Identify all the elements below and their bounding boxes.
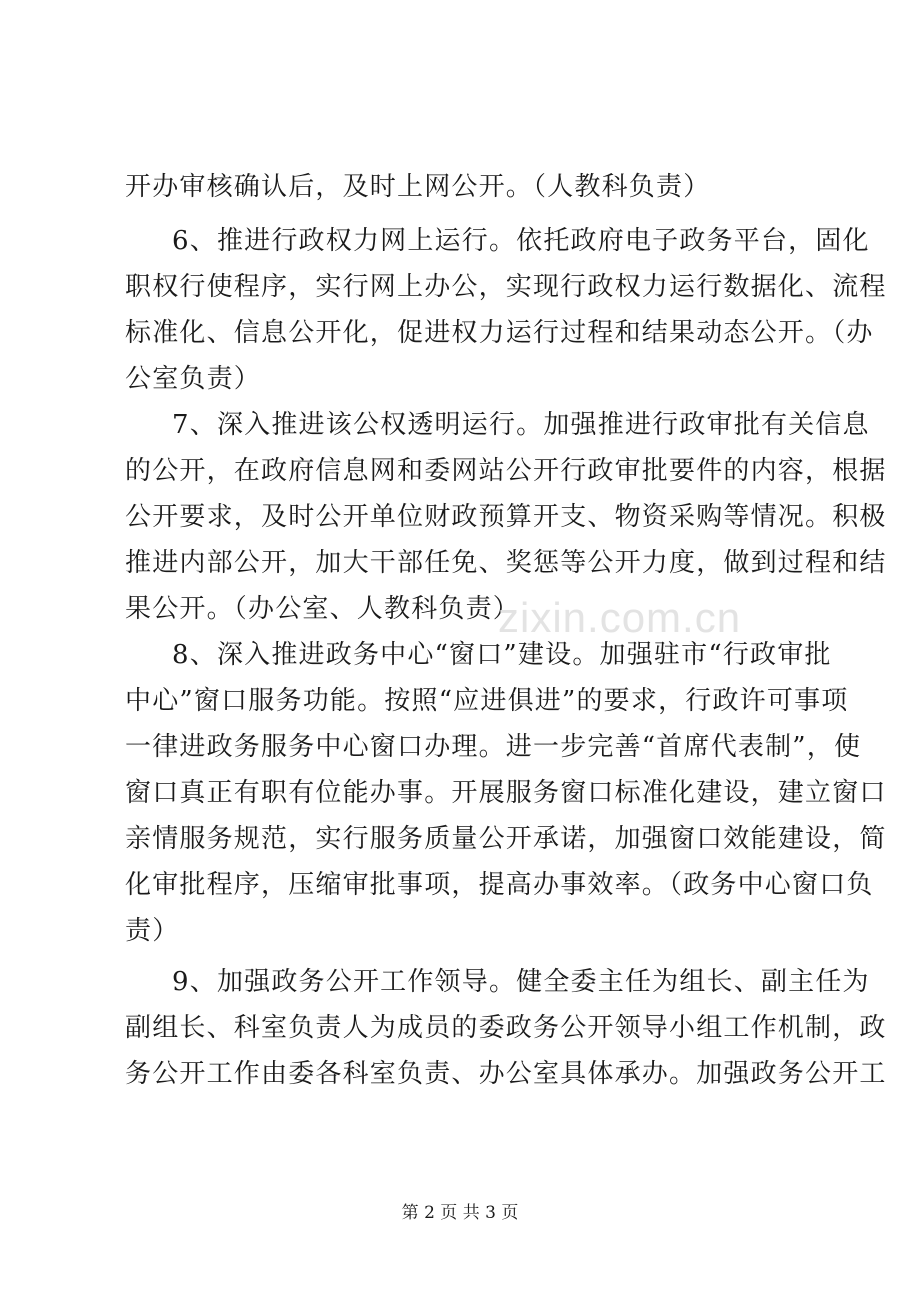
page-number-footer: 第 2 页 共 3 页 — [401, 1203, 519, 1223]
text-line: 中心”窗口服务功能。按照“应进俱进”的要求，行政许可事项 — [125, 686, 849, 716]
text-line: 窗口真正有职有位能办事。开展服务窗口标准化建设，建立窗口 — [125, 778, 887, 808]
text-line: 开办审核确认后，及时上网公开。（人教科负责） — [125, 172, 711, 202]
text-line: 副组长、科室负责人为成员的委政务公开领导小组工作机制，政 — [125, 1013, 887, 1043]
text-line: 一律进政务服务中心窗口办理。进一步完善“首席代表制”，使 — [125, 732, 862, 762]
text-line: 化审批程序，压缩审批事项，提高办事效率。（政务中心窗口负 — [125, 870, 874, 900]
text-line: 务公开工作由委各科室负责、办公室具体承办。加强政务公开工 — [125, 1059, 887, 1089]
text-line: 标准化、信息公开化，促进权力运行过程和结果动态公开。（办 — [125, 318, 874, 348]
text-line: 职权行使程序，实行网上办公，实现行政权力运行数据化、流程 — [125, 272, 887, 302]
text-line: 公室负责） — [125, 364, 262, 394]
text-line: 公开要求，及时公开单位财政预算开支、物资采购等情况。积极 — [125, 502, 887, 532]
text-line: 亲情服务规范，实行服务质量公开承诺，加强窗口效能建设，简 — [125, 824, 887, 854]
text-line: 8、深入推进政务中心“窗口”建设。加强驻市“行政审批 — [172, 640, 832, 670]
text-line: 6、推进行政权力网上运行。依托政府电子政务平台，固化 — [172, 226, 870, 256]
text-line: 7、深入推进该公权透明运行。加强推进行政审批有关信息 — [172, 410, 870, 440]
text-line: 果公开。（办公室、人教科负责） — [125, 594, 521, 624]
watermark: zixin.com.cn — [498, 594, 742, 641]
text-line: 的公开，在政府信息网和委网站公开行政审批要件的内容，根据 — [125, 456, 887, 486]
text-line: 责） — [125, 916, 180, 946]
text-line: 推进内部公开，加大干部任免、奖惩等公开力度，做到过程和结 — [125, 548, 887, 578]
text-line: 9、加强政务公开工作领导。健全委主任为组长、副主任为 — [172, 967, 870, 997]
